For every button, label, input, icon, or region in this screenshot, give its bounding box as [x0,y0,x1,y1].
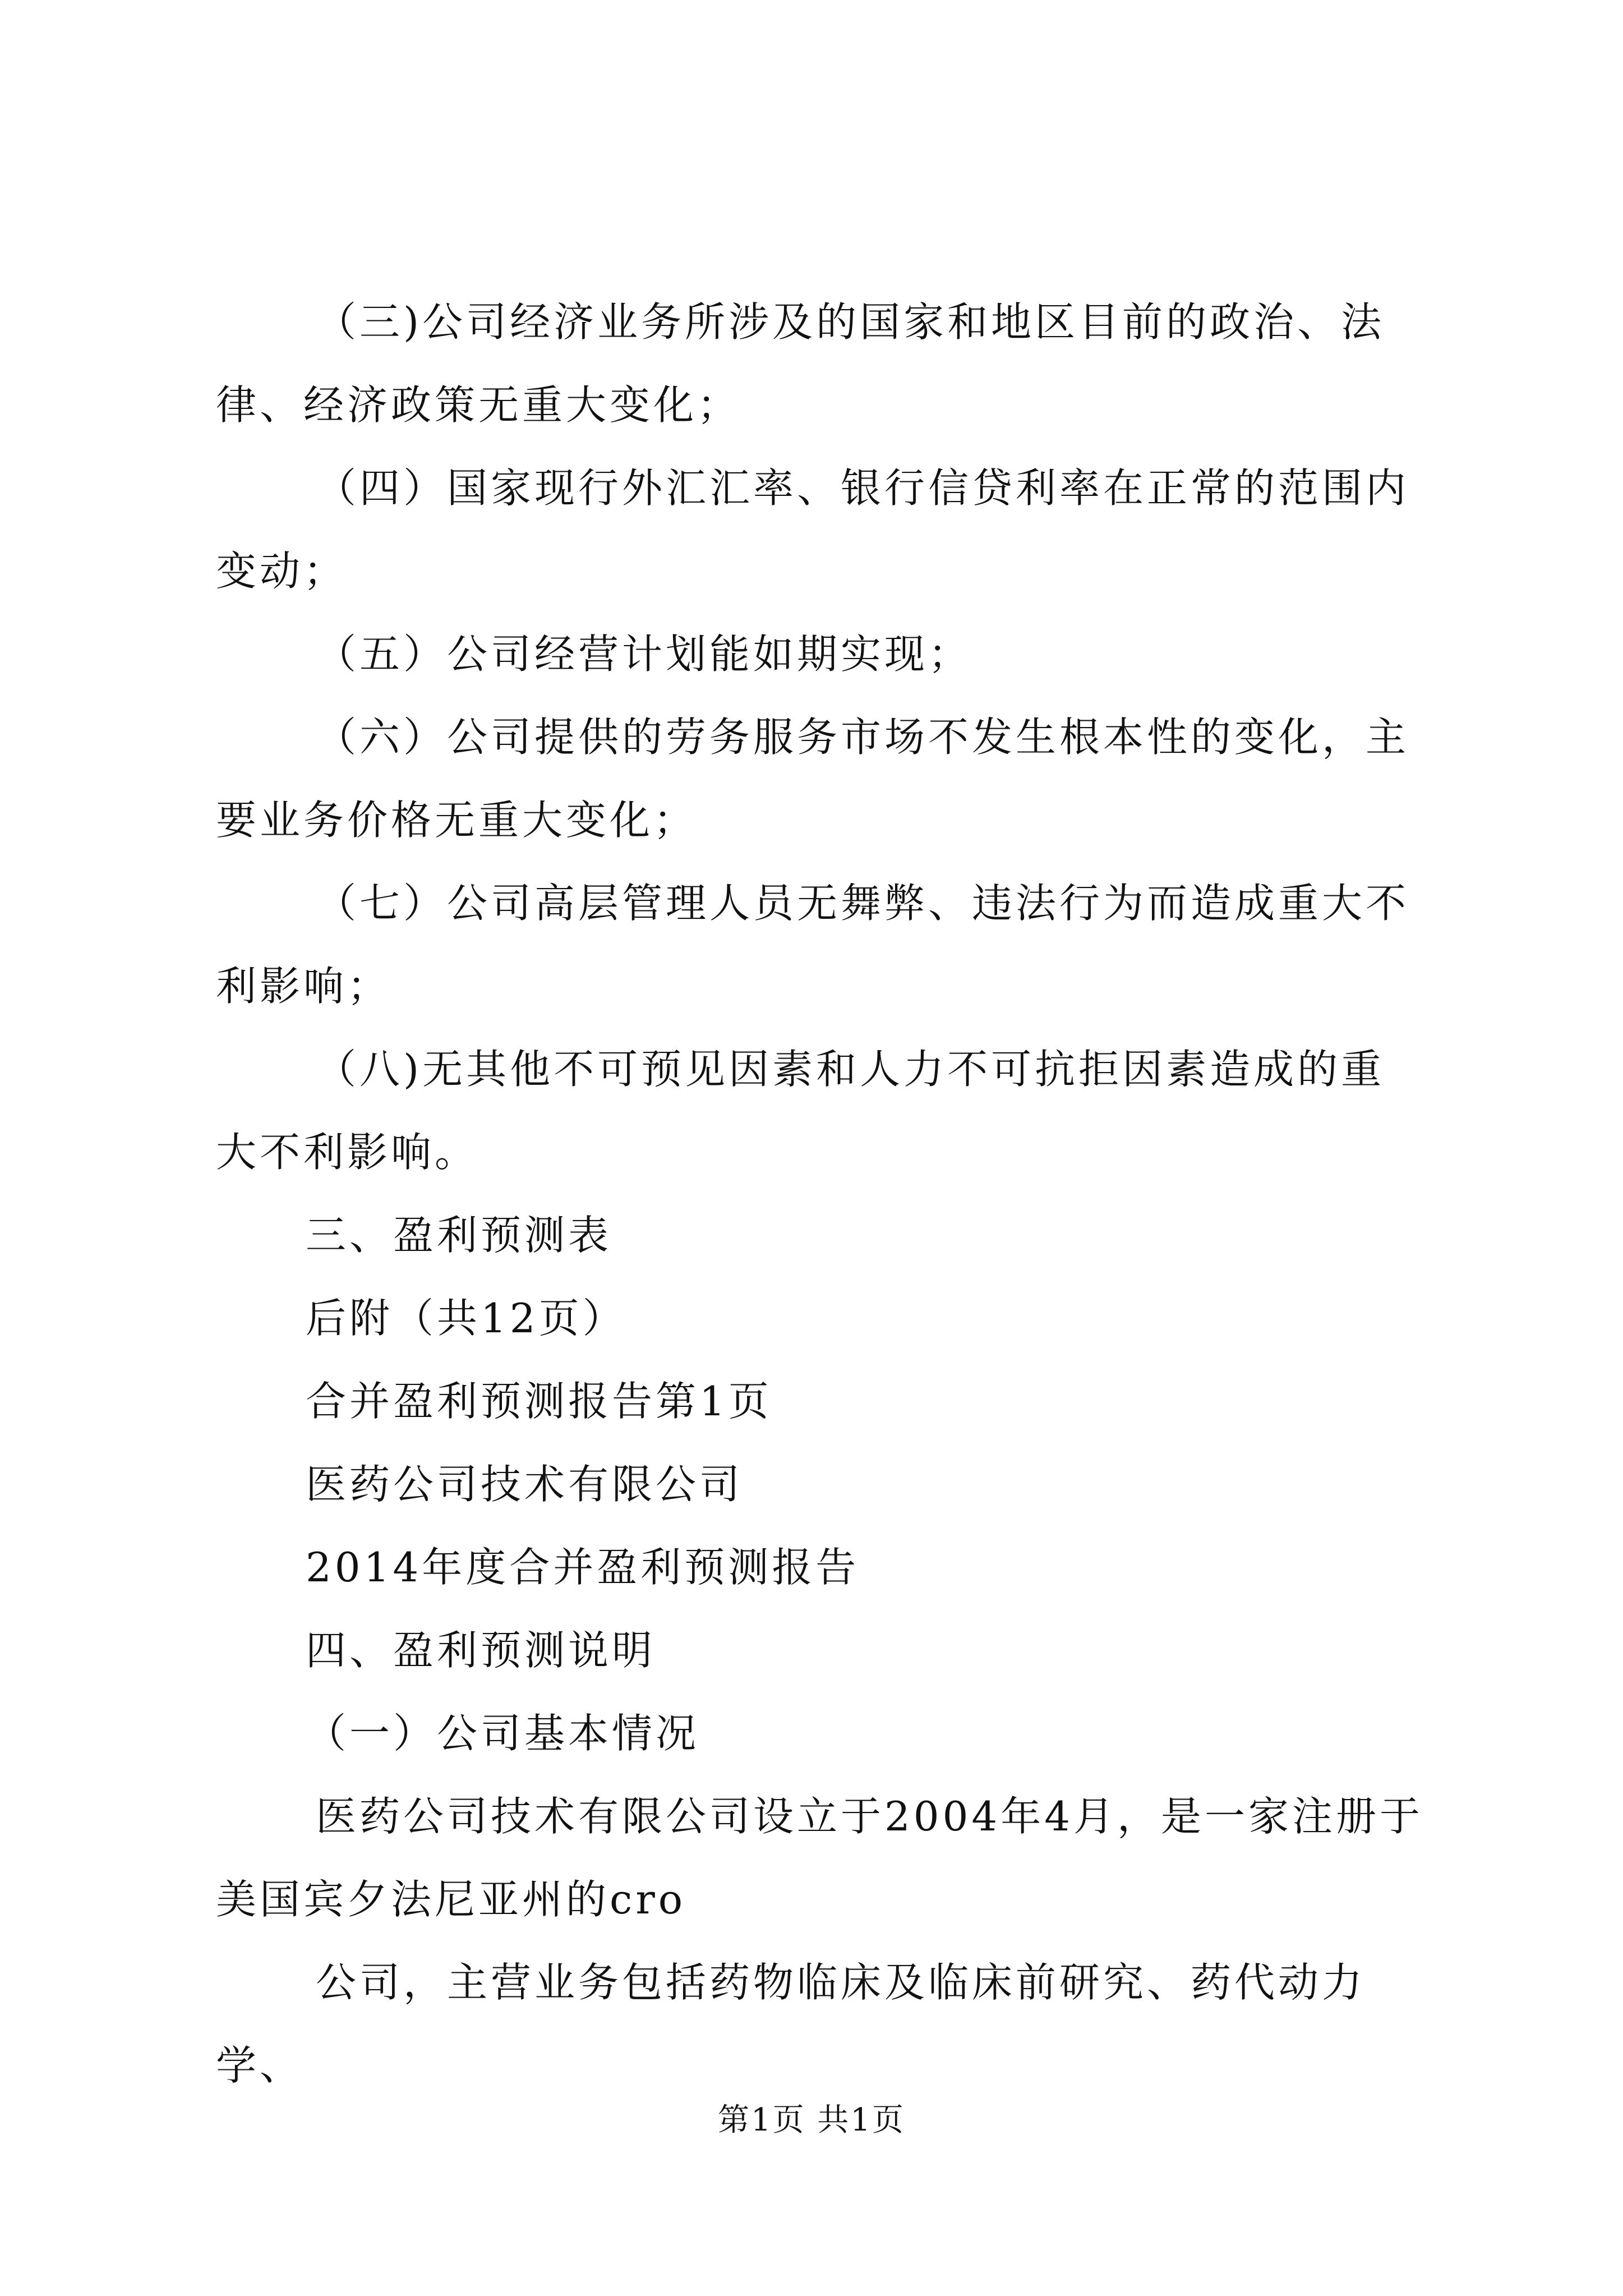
page-footer: 第1页 共1页 [717,2102,906,2138]
paragraph-business-scope: 公司，主营业务包括药物临床及临床前研究、药代动力学、 [216,1959,1366,2089]
company-name: 医药公司技术有限公司 [306,1461,744,1508]
section-heading-forecast-notes: 四、盈利预测说明 [306,1627,656,1674]
paragraph-assumption-3: （三)公司经济业务所涉及的国家和地区目前的政治、法律、经济政策无重大变化； [216,298,1385,429]
report-title: 2014年度合并盈利预测报告 [306,1544,860,1591]
attachment-note: 后附（共12页） [306,1295,626,1342]
paragraph-assumption-4: （四）国家现行外汇汇率、银行信贷利率在正常的范围内变动； [216,464,1410,595]
report-page-label: 合并盈利预测报告第1页 [306,1378,772,1425]
document-body [216,280,1427,2107]
paragraph-assumption-8: （八)无其他不可预见因素和人力不可抗拒因素造成的重大不利影响。 [216,1046,1385,1176]
paragraph-assumption-5: （五）公司经营计划能如期实现； [316,631,972,678]
section-heading-profit-forecast-table: 三、盈利预测表 [306,1212,612,1259]
subsection-heading-company-overview: （一）公司基本情况 [306,1710,700,1757]
paragraph-assumption-6: （六）公司提供的劳务服务市场不发生根本性的变化，主要业务价格无重大变化； [216,714,1410,844]
paragraph-assumption-7: （七）公司高层管理人员无舞弊、违法行为而造成重大不利影响； [216,880,1410,1010]
paragraph-company-intro: 医药公司技术有限公司设立于2004年4月，是一家注册于美国宾夕法尼亚州的cro [216,1793,1424,1923]
